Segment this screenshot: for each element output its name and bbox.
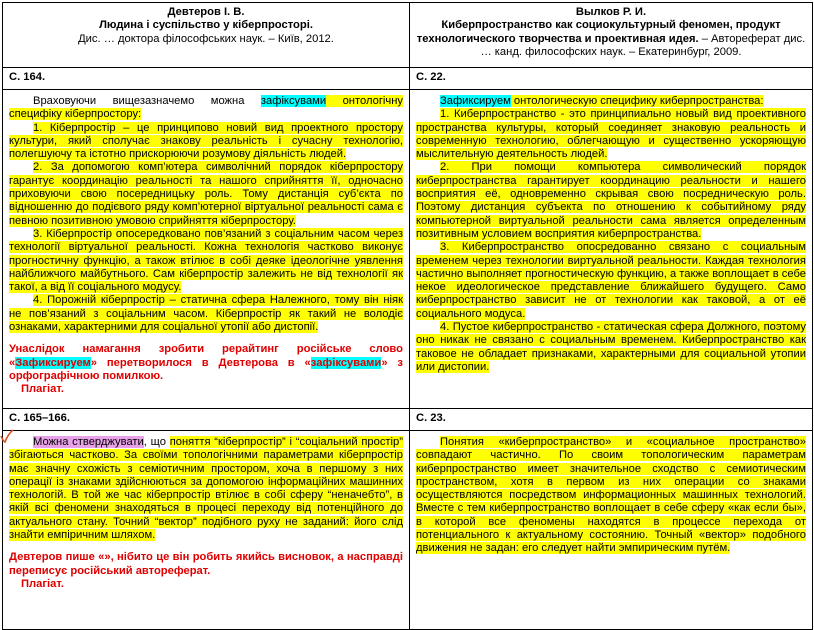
comparison-table bbox=[2, 2, 813, 630]
left-author: Девтеров І. В. bbox=[167, 6, 245, 18]
left-intro: Враховуючи вищезазначемо можна зафіксувами онтологічну специфіку кіберпростору: bbox=[9, 95, 404, 121]
left-passage-2: Можна стверджувати, що поняття “кіберпростір” і “соціальний простір” збігаються частково. За своїми топологічними параметрами кіберпростір має значну схожість з семіотичним простором, хоча в першому з них операції із знаками здійснюються за допомогою інформаційних машинних технологій. В той же час кіберпростір втілює в собі сферу “неначебто”, в якій всі феномени знаходяться в процесі переходу від потенційного до актуального стану. Точний “вектор” подібного руху не заданий: його слід знайти емпіричним шляхом. bbox=[9, 436, 403, 542]
left-plagiarism-2: Плагіат. bbox=[21, 577, 64, 590]
right-point-3: 3. Киберпространство опосредованно связано с социальным временем через технологии виртуальной реальности. Каждая технология частично выполняет прогностическую функцию, а также воплощает в себе некое идеологическое представление ближайшего будущего. Само киберпространство зависит не от технологии как таковой, а от её социального модуса. bbox=[416, 241, 806, 320]
right-source-header bbox=[410, 3, 813, 68]
left-point-3: 3. Кіберпростір опосередковано пов’язаний з соціальним часом через технології віртуальної реальності. Кожна технологія частково виконує прогностичну функцію, а також втілює в собі деяке ідеологічне уявлення найближчого майбутнього. Сам кіберпростір залежить не від технології як такої, а від її соціального модусу. bbox=[9, 227, 403, 294]
page-row-1 bbox=[3, 68, 813, 90]
left-title: Людина і суспільство у кіберпросторі. bbox=[99, 19, 313, 32]
left-source-header bbox=[3, 3, 410, 68]
left-text-1 bbox=[3, 90, 410, 409]
left-text-2 bbox=[3, 431, 410, 630]
left-keyword: зафіксувами bbox=[260, 95, 327, 107]
right-point-1: 1. Киберпространство - это принципиально новый вид проективного пространства культуры, который соединяет знаковую реальность и современную технологию, облегчающую и существенно ускоряющую мыслительную деятельность людей. bbox=[416, 108, 806, 161]
right-title: Киберпространство как социокультурный феномен, продукт технологического творчества и проективная идея. bbox=[416, 19, 781, 45]
left-point-4: 4. Порожній кіберпростір – статична сфера Належного, тому він ніяк не пов’язаний з соціальним часом. Кіберпростір як такий не володіє ознаками, характерними для соціальної утопії або дистопії. bbox=[9, 294, 403, 334]
left-page-1: С. 164. bbox=[3, 68, 410, 90]
right-text-1 bbox=[410, 90, 813, 409]
right-point-2: 2. При помощи компьютера символический порядок киберпространства гарантирует координацию реальности и нашего восприятия её, одновременно скрывая свою посредническую роль. Поэтому дистанция субъекта по отношению к событийному ряду компьютерной виртуальной реальности сама является определенным позитивным условием восприятия киберпространства. bbox=[416, 161, 806, 240]
right-keyword: Зафиксируем bbox=[440, 95, 511, 107]
right-passage-2: Понятия «киберпространство» и «социальное пространство» совпадают частично. По своим топологическим параметрам киберпространство имеет значительное сходство с семиотическим пространством, хотя в первом из них операции со знаками осуществляются посредством информационных машинных технологий. Вместе с тем киберпространство воплощает в себе сферу «как если бы», в которой все феномены находятся в процессе перехода от потенциального к актуальному состоянию. Точный «вектор» подобного движения не задан: его следует найти эмпирическим путём. bbox=[416, 436, 806, 555]
left-source: Дис. … доктора філософських наук. – Київ, 2012. bbox=[78, 32, 334, 45]
header-row bbox=[3, 3, 813, 68]
right-page-1: С. 22. bbox=[410, 68, 813, 90]
text-row-2 bbox=[3, 431, 813, 630]
right-page-2: С. 23. bbox=[410, 409, 813, 431]
page-row-2 bbox=[3, 409, 813, 431]
right-intro: Зафиксируем онтологическую специфику киберпространства: bbox=[440, 95, 764, 107]
right-title-line bbox=[416, 19, 806, 59]
left-lead-phrase: Можна стверджувати bbox=[33, 436, 144, 448]
left-verdict-2: Девтеров пише «», нібито це він робить якийсь висновок, а насправді переписує російський автореферат. bbox=[9, 551, 403, 577]
right-author: Вылков Р. И. bbox=[575, 6, 647, 18]
right-source: – Автореферат дис. … канд. философских наук. – Екатеринбург, 2009. bbox=[480, 32, 806, 58]
left-page-2: С. 165–166. bbox=[3, 409, 410, 431]
right-point-4: 4. Пустое киберпространство - статическая сфера Должного, поэтому оно никак не связано с социальным временем. Киберпространство как таковое не обладает признаками, характерными для социальной утопии или дистопии. bbox=[416, 321, 806, 373]
left-point-2: 2. За допомогою комп’ютера символічний порядок кіберпростору гарантує координацію реальності та нашого сприйняття її, одночасно приховуючи свою посередницьку роль. Тому дистанція суб’єкта по відношенню до подієвого ряду комп’ютерної віртуальної реальності сама є певною позитивною умовою сприйняття кіберпростору. bbox=[9, 161, 403, 227]
text-row-1 bbox=[3, 90, 813, 409]
handwritten-check-mark-icon bbox=[0, 428, 14, 444]
left-verdict-1: Унаслідок намагання зробити рерайтинг російське слово «Зафиксируем» перетворилося в Девтерова в «зафіксувами» з орфографічною помилкою. bbox=[9, 343, 403, 382]
left-point-1: 1. Кіберпростір – це принципово новий вид проектного простору культури, який сполучає знакову реальність і сучасну технологію, полегшуючу та істотно прискорюючи розумову діяльність людей. bbox=[9, 121, 403, 161]
right-text-2 bbox=[410, 431, 813, 630]
left-plagiarism-1: Плагіат. bbox=[21, 383, 64, 396]
